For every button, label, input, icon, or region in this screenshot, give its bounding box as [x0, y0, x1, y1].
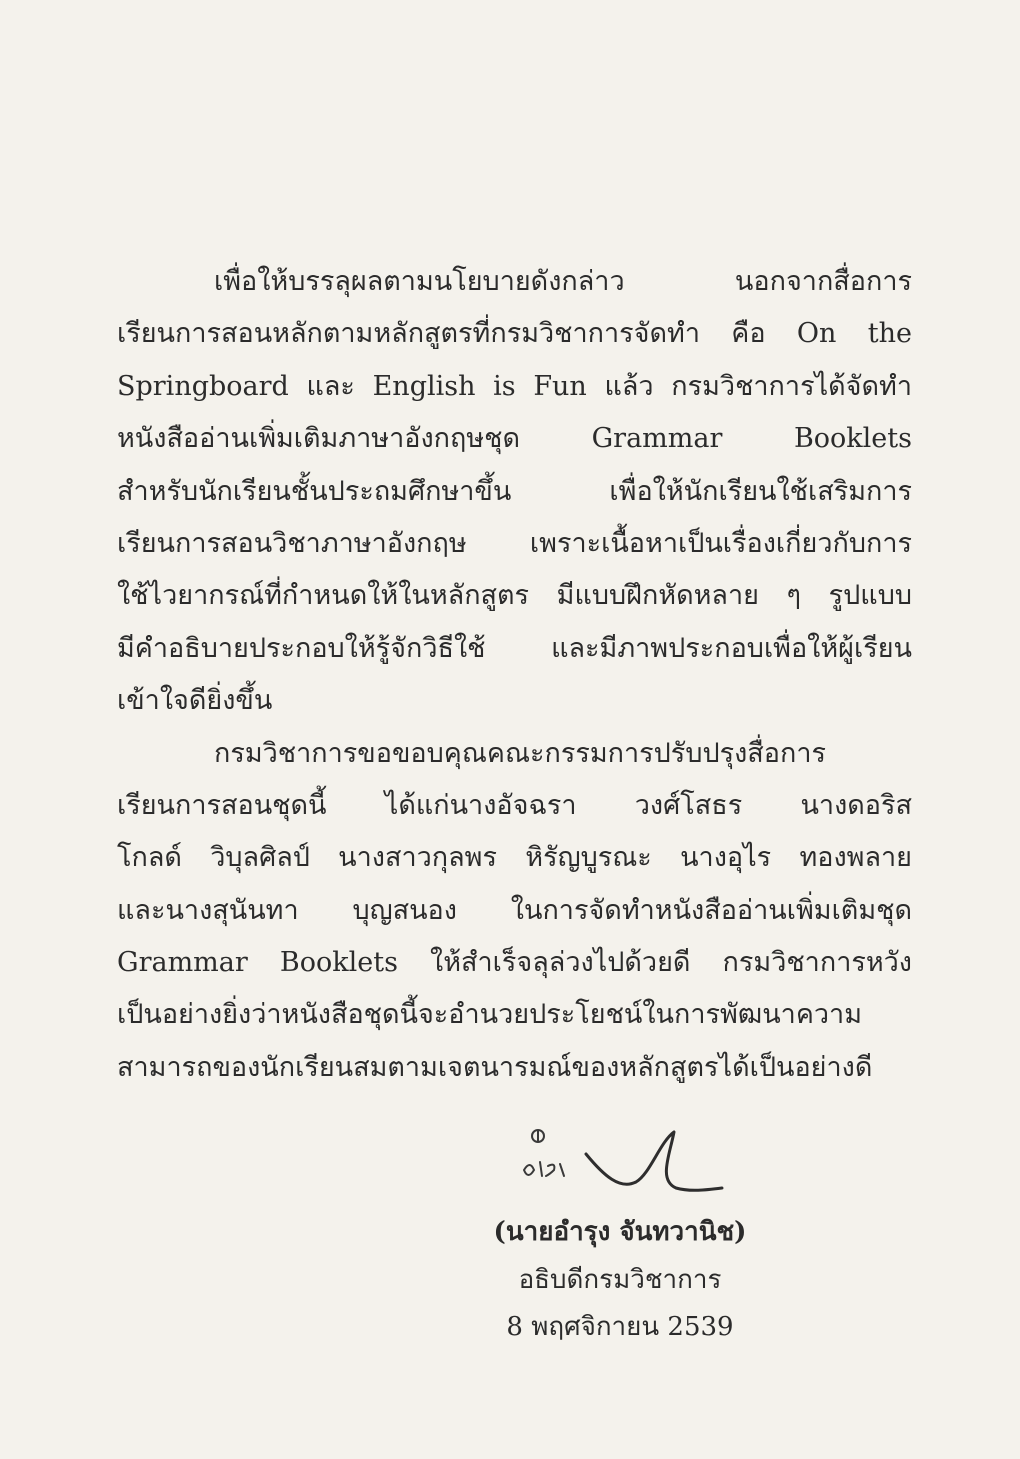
paragraph-1-line: Springboard และ English is Fun แล้ว กรมวิชาการได้จัดทำ [117, 370, 912, 402]
paragraph-2-line: Grammar Booklets ให้สำเร็จลุล่วงไปด้วยดี กรมวิชาการหวัง [117, 947, 912, 979]
paragraph-1-line: เพื่อให้บรรลุผลตามนโยบายดังกล่าว นอกจากสื่อการ [214, 266, 912, 297]
paragraph-2-line: กรมวิชาการขอขอบคุณคณะกรรมการปรับปรุงสื่อการ [214, 737, 826, 769]
paragraph-1-line: เรียนการสอนหลักตามหลักสูตรที่กรมวิชาการจัดทำ คือ On the [117, 318, 912, 350]
paragraph-2-line: และนางสุนันทา บุญสนอง ในการจัดทำหนังสืออ่านเพิ่มเติมชุด [117, 894, 912, 926]
signatory-name: (นายอำรุง จันทวานิช) [493, 1217, 747, 1247]
paragraph-2-line: เรียนการสอนชุดนี้ ได้แก่นางอัจฉรา วงศ์โสธร นางดอริส [117, 789, 912, 821]
handwritten-signature [500, 1118, 760, 1210]
signatory-title: อธิบดีกรมวิชาการ [518, 1265, 722, 1295]
paragraph-1-line: สำหรับนักเรียนชั้นประถมศึกษาขึ้น เพื่อให้นักเรียนใช้เสริมการ [117, 475, 912, 507]
paragraph-1-line: เข้าใจดียิ่งขึ้น [117, 685, 273, 717]
body-text [117, 256, 912, 1094]
paragraph-1-line: เรียนการสอนวิชาภาษาอังกฤษ เพราะเนื้อหาเป็นเรื่องเกี่ยวกับการ [117, 527, 912, 559]
paragraph-1-line: หนังสืออ่านเพิ่มเติมภาษาอังกฤษชุด Grammar Booklets [117, 423, 912, 455]
signature-icon [500, 1118, 760, 1210]
paragraph-1-line: ใช้ไวยากรณ์ที่กำหนดให้ในหลักสูตร มีแบบฝึกหัดหลาย ๆ รูปแบบ [117, 580, 912, 612]
paragraph-2-line: โกลด์ วิบุลศิลป์ นางสาวกุลพร หิรัญบูรณะ นางอุไร ทองพลาย [117, 842, 912, 874]
paragraph-2-line: เป็นอย่างยิ่งว่าหนังสือชุดนี้จะอำนวยประโยชน์ในการพัฒนาความ [117, 999, 863, 1031]
document-date: 8 พฤศจิกายน 2539 [506, 1312, 734, 1342]
paragraph-1-line: มีคำอธิบายประกอบให้รู้จักวิธีใช้ และมีภาพประกอบเพื่อให้ผู้เรียน [117, 632, 912, 664]
paragraph-2-line: สามารถของนักเรียนสมตามเจตนารมณ์ของหลักสูตรได้เป็นอย่างดี [117, 1051, 873, 1083]
